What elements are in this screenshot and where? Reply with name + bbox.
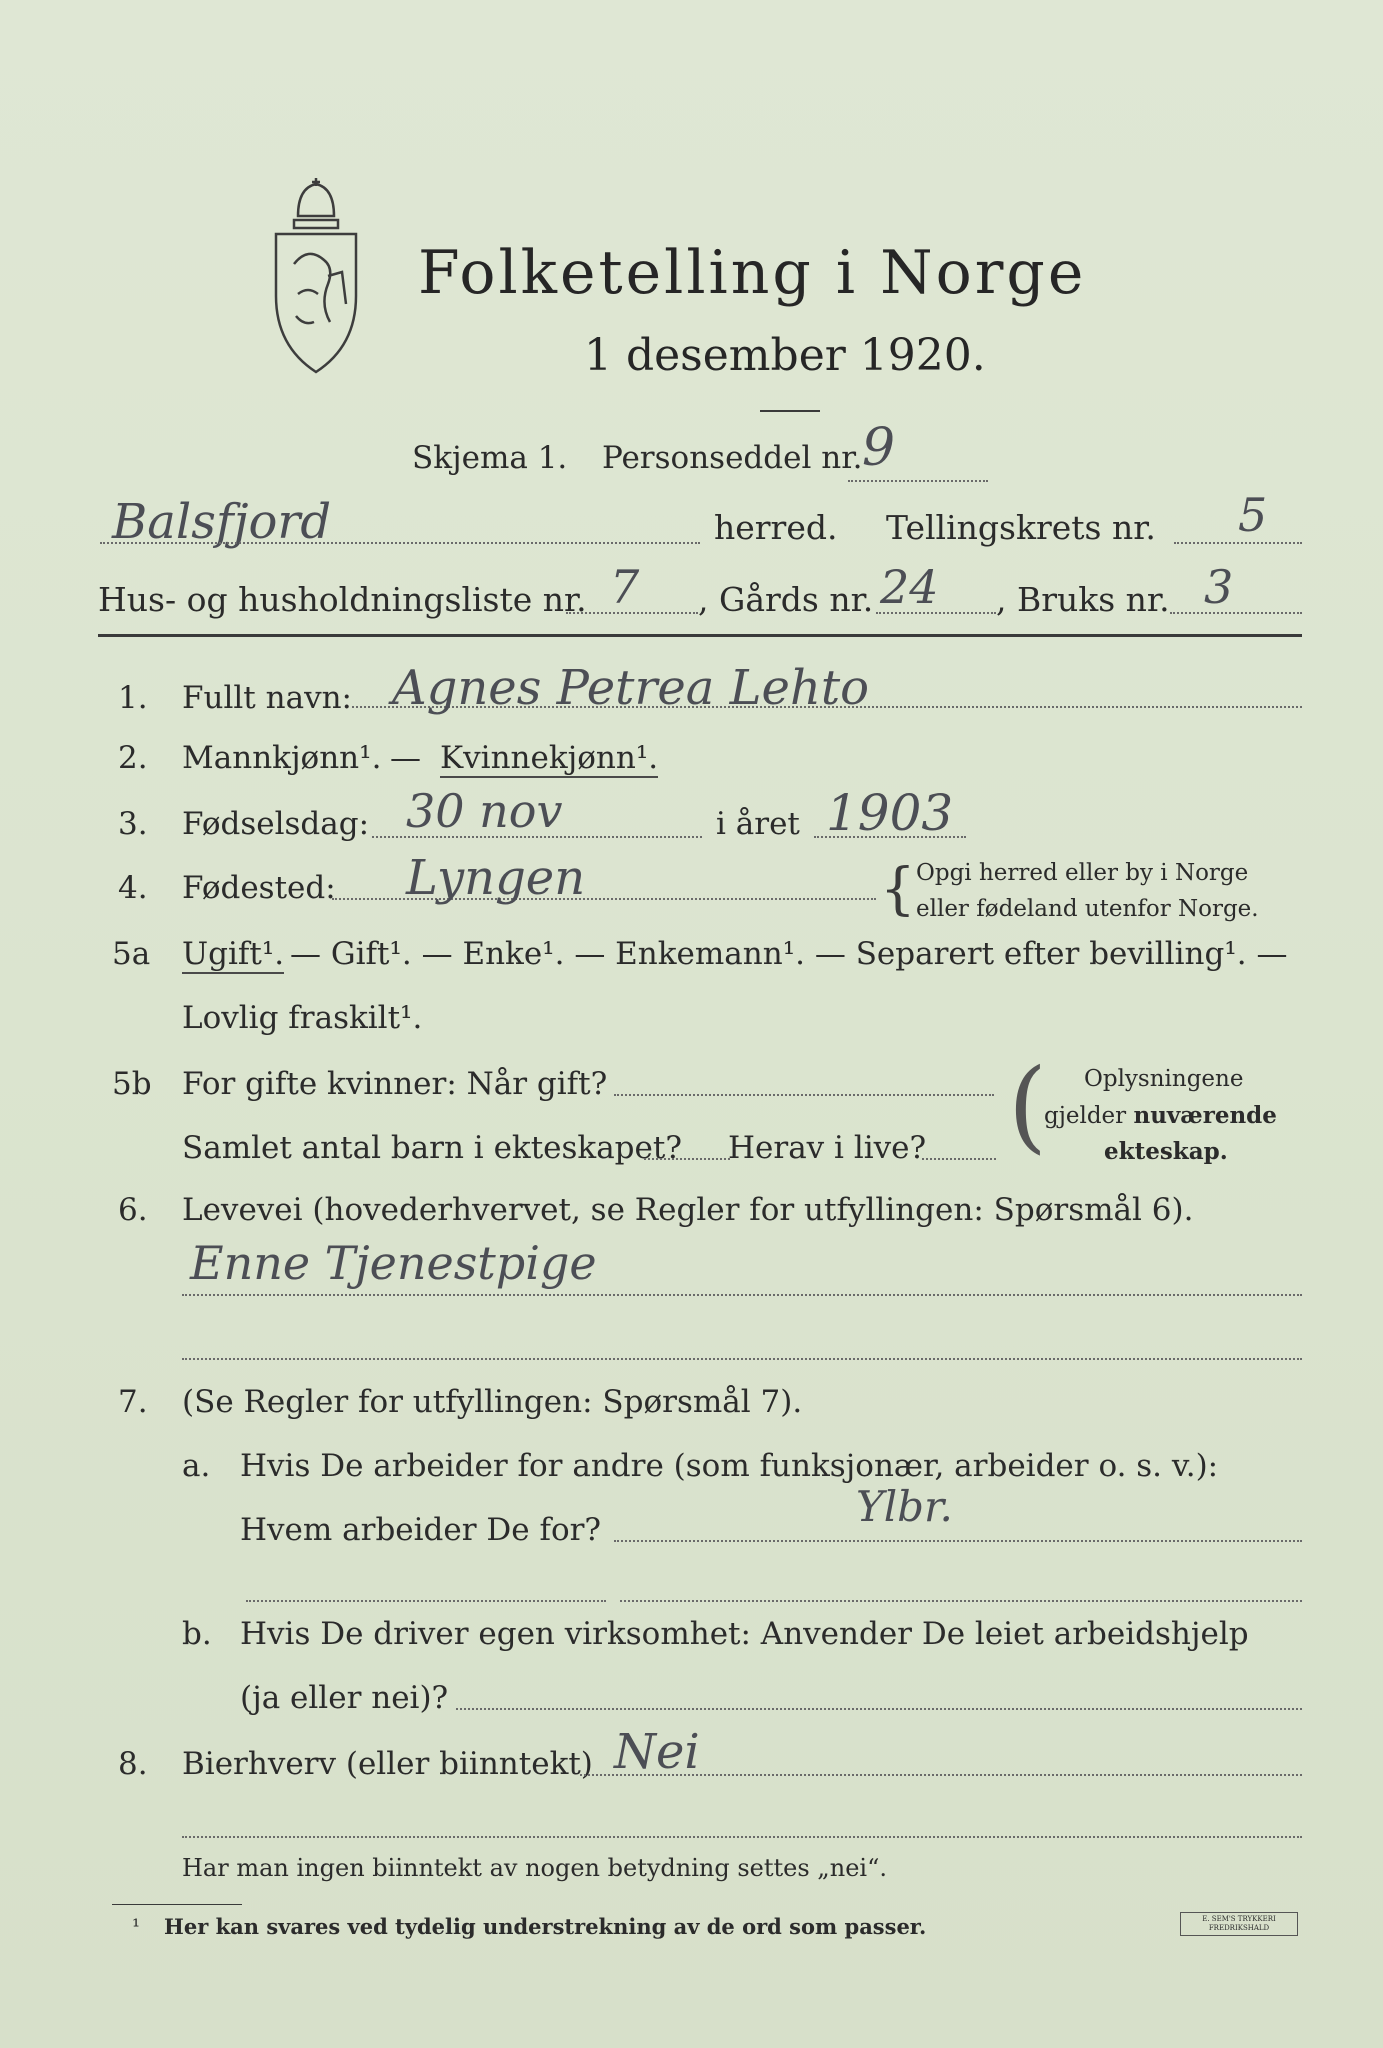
q7b-letter: b. [182,1616,212,1652]
occupation-value[interactable]: Enne Tjenestpige [190,1236,597,1290]
q5b-married-line [614,1094,994,1096]
q7a-line [614,1540,1302,1542]
q5b-alive-line [922,1158,996,1160]
secondary-income-value[interactable]: Nei [614,1724,700,1780]
bruks-line [1170,612,1302,614]
q6-line-1 [182,1294,1302,1296]
q5b-bracket: ( [1008,1047,1048,1164]
birthday-value[interactable]: 30 nov [406,784,563,838]
q3-label: Fødselsdag: [182,806,370,842]
footnote-mark: ¹ [132,1914,141,1938]
q7a-line1: Hvis De arbeider for andre (som funksjonær, arbeider o. s. v.): [240,1448,1219,1484]
q5b-label-children: Samlet antal barn i ekteskapet? [182,1130,682,1166]
footer-note: Har man ingen biinntekt av nogen betydning settes „nei“. [182,1854,887,1882]
census-date: 1 desember 1920. [584,330,986,381]
q8-bottom-line [182,1836,1302,1838]
title-divider [760,410,820,412]
q4-note-1: Opgi herred eller by i Norge [916,860,1249,886]
herred-label: herred. [714,508,838,547]
gards-label: , Gårds nr. [698,580,874,619]
q3-year-label: i året [716,806,800,842]
q6-line-2 [182,1358,1302,1360]
q2-dash: — [390,740,421,776]
herred-line [100,542,700,544]
q7a-line-extra-2 [620,1600,1302,1602]
footer-rule [112,1904,242,1905]
q4-note-2: eller fødeland utenfor Norge. [916,896,1259,922]
q2-male: Mannkjønn¹. [182,740,382,776]
q5b-children-line [644,1158,730,1160]
q2-female[interactable]: Kvinnekjønn¹. [440,740,659,776]
q5b-note-1: Oplysningene [1084,1066,1244,1092]
q5a-fraskilt: Lovlig fraskilt¹. [182,1000,423,1036]
q5a-ugift[interactable]: Ugift¹. [182,936,285,972]
q5b-number: 5b [112,1066,152,1102]
q4-brace: { [880,857,916,922]
q3-number: 3. [118,806,148,842]
tellingskrets-label: Tellingskrets nr. [886,508,1156,547]
bruks-label: , Bruks nr. [996,580,1170,619]
form-title: Folketelling i Norge [418,238,1087,308]
q8-label: Bierhverv (eller biinntekt) [182,1746,593,1782]
personseddel-value[interactable]: 9 [862,418,896,478]
footnote-text: Her kan svares ved tydelig understrekning av de ord som passer. [164,1914,927,1939]
q4-label: Fødested: [182,870,336,906]
q6-label: Levevei (hovederhvervet, se Regler for utfyllingen: Spørsmål 6). [182,1192,1194,1228]
q7-label: (Se Regler for utfyllingen: Spørsmål 7). [182,1384,803,1420]
q7b-line1: Hvis De driver egen virksomhet: Anvender De leiet arbeidshjelp [240,1616,1249,1652]
norway-coat-of-arms-icon [268,176,364,376]
gards-value[interactable]: 24 [880,560,939,614]
q5a-number: 5a [112,936,151,972]
skjema-label: Skjema 1. [412,440,568,476]
q5b-note-2 [1044,1102,1277,1129]
q7b-line [456,1708,1302,1710]
q5a-options: — Gift¹. — Enke¹. — Enkemann¹. — Separert efter bevilling¹. — [290,936,1288,972]
employer-value[interactable]: Ylbr. [856,1482,953,1531]
herred-value[interactable]: Balsfjord [112,494,332,550]
husliste-label: Hus- og husholdningsliste nr. [98,580,587,619]
q5b-label-alive: Herav i live? [728,1130,927,1166]
q8-number: 8. [118,1746,148,1782]
q7a-line-extra-1 [246,1600,606,1602]
q5b-note-2a: gjelder [1044,1103,1127,1129]
q5b-note-3: ekteskap. [1104,1138,1228,1165]
q7b-line2: (ja eller nei)? [240,1680,449,1716]
q2-number: 2. [118,740,148,776]
birthplace-value[interactable]: Lyngen [406,850,586,906]
q1-label: Fullt navn: [182,680,352,716]
q7-number: 7. [118,1384,148,1420]
husliste-value[interactable]: 7 [610,560,640,614]
birth-year-value[interactable]: 1903 [826,784,954,842]
personseddel-line [848,480,988,482]
tellingskrets-line [1174,542,1302,544]
tellingskrets-value[interactable]: 5 [1238,488,1268,542]
header-divider [98,634,1302,637]
q4-number: 4. [118,870,148,906]
q1-number: 1. [118,680,148,716]
q7a-line2: Hvem arbeider De for? [240,1512,602,1548]
q6-number: 6. [118,1192,148,1228]
q5b-label-married: For gifte kvinner: Når gift? [182,1066,608,1102]
printer-stamp: E. SEM'S TRYKKERI FREDRIKSHALD [1180,1912,1298,1936]
bruks-value[interactable]: 3 [1204,560,1234,614]
q5b-note-2b: nuværende [1133,1102,1277,1129]
q7a-letter: a. [182,1448,211,1484]
full-name-value[interactable]: Agnes Petrea Lehto [392,660,870,716]
personseddel-label: Personseddel nr. [602,440,863,476]
